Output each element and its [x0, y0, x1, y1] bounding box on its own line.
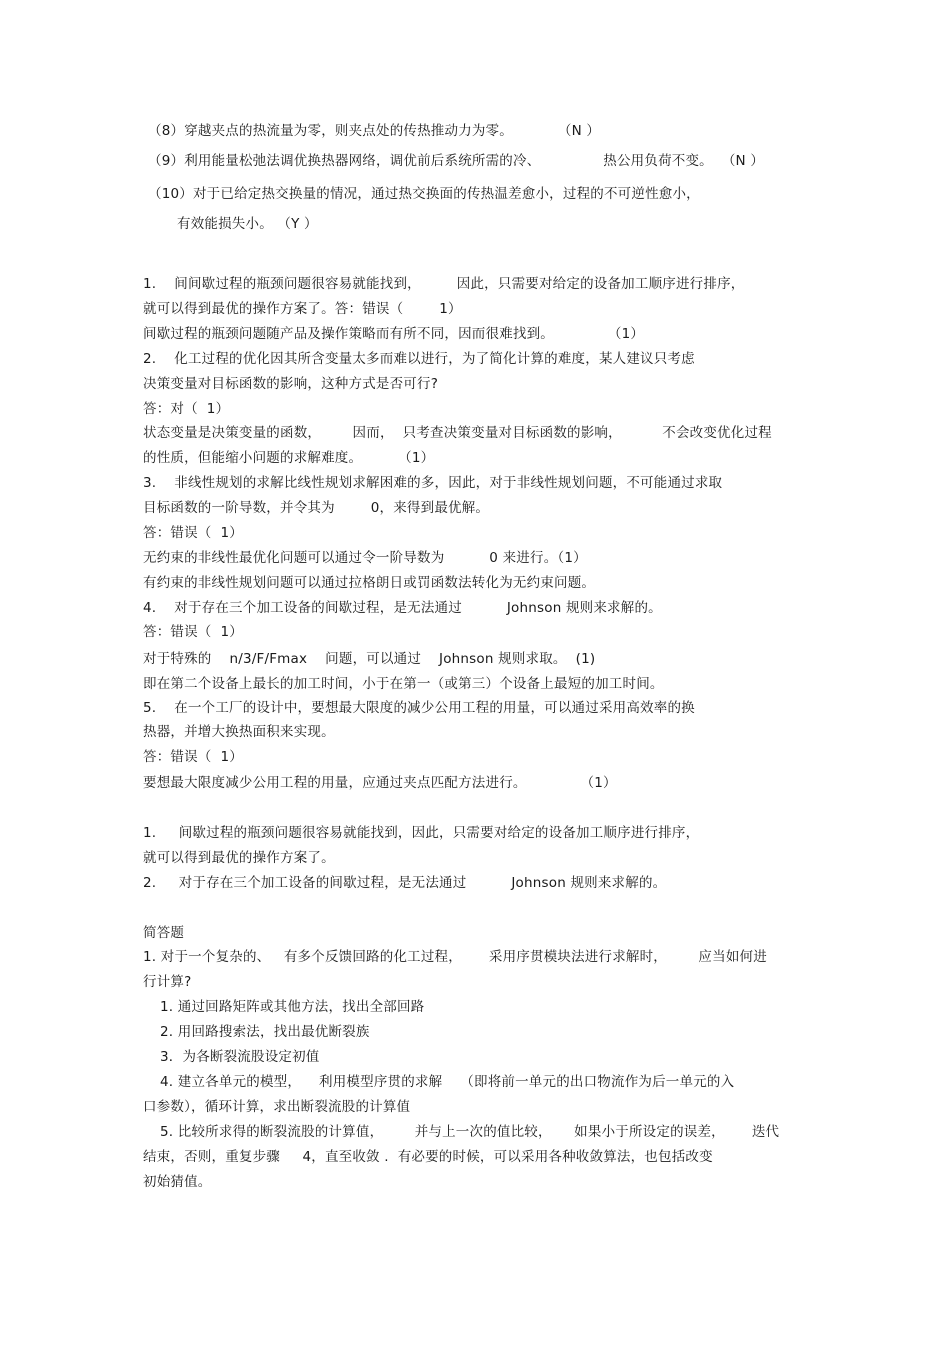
text-line: 答：对（ 1）	[143, 401, 230, 417]
text-line: 决策变量对目标函数的影响，这种方式是否可行?	[143, 376, 439, 392]
text-line: 4. 对于存在三个加工设备的间歇过程，是无法通过 Johnson 规则来求解的。	[143, 600, 662, 616]
list-item: 3．为各断裂流股设定初值	[160, 1049, 320, 1065]
section-heading: 简答题	[143, 925, 185, 941]
text-line: 就可以得到最优的操作方案了。	[143, 850, 335, 866]
list-item: 4. 建立各单元的模型， 利用模型序贯的求解 （即将前一单元的出口物流作为后一单元的入	[160, 1074, 735, 1090]
text-line: 对于特殊的 n/3/F/Fmax 问题，可以通过 Johnson 规则求取。 (1)	[143, 651, 596, 667]
text-line: 答：错误（ 1）	[143, 525, 243, 541]
text-line: 目标函数的一阶导数，并令其为 0，来得到最优解。	[143, 500, 490, 516]
text-line: 2. 对于存在三个加工设备的间歇过程，是无法通过 Johnson 规则来求解的。	[143, 875, 667, 891]
text-line: 即在第二个设备上最长的加工时间，小于在第一（或第三）个设备上最短的加工时间。	[143, 676, 664, 692]
text-line: （10）对于已给定热交换量的情况，通过热交换面的传热温差愈小，过程的不可逆性愈小，	[148, 186, 700, 202]
text-line: 有效能损失小。 （Y ）	[177, 216, 318, 232]
list-item: 2. 用回路搜索法，找出最优断裂族	[160, 1024, 370, 1040]
text-line: 间歇过程的瓶颈问题随产品及操作策略而有所不同，因而很难找到。 （1）	[143, 326, 645, 342]
text-line: 2. 化工过程的优化因其所含变量太多而难以进行，为了简化计算的难度，某人建议只考虑	[143, 351, 695, 367]
text-line: 行计算?	[143, 974, 192, 990]
text-line: 要想最大限度减少公用工程的用量，应通过夹点匹配方法进行。 （1）	[143, 775, 617, 791]
text-line: 1. 间歇过程的瓶颈问题很容易就能找到，因此，只需要对给定的设备加工顺序进行排序，	[143, 825, 700, 841]
text-line: 1. 间间歇过程的瓶颈问题很容易就能找到， 因此，只需要对给定的设备加工顺序进行排序，	[143, 276, 745, 292]
text-line: 无约束的非线性最优化问题可以通过令一阶导数为 0 来进行。（1）	[143, 550, 587, 566]
text-line: 结束，否则，重复步骤 4，直至收敛 . 有必要的时候，可以采用各种收敛算法，也包括改变	[143, 1149, 713, 1165]
text-line: 3. 非线性规划的求解比线性规划求解困难的多，因此，对于非线性规划问题，不可能通过求取	[143, 475, 723, 491]
text-line: 就可以得到最优的操作方案了。答：错误（ 1）	[143, 301, 462, 317]
text-line: 热器，并增大换热面积来实现。	[143, 724, 335, 740]
text-line: 有约束的非线性规划问题可以通过拉格朗日或罚函数法转化为无约束问题。	[143, 575, 596, 591]
text-line: 答：错误（ 1）	[143, 749, 243, 765]
text-line: （8）穿越夹点的热流量为零，则夹点处的传热推动力为零。 （N ）	[148, 123, 601, 139]
text-line: 1. 对于一个复杂的、 有多个反馈回路的化工过程， 采用序贯模块法进行求解时， 应当如何进	[143, 949, 767, 965]
text-line: 的性质，但能缩小问题的求解难度。 （1）	[143, 450, 435, 466]
text-line: 初始猜值。	[143, 1174, 212, 1190]
text-line: 答：错误（ 1）	[143, 624, 243, 640]
list-item: 1. 通过回路矩阵或其他方法，找出全部回路	[160, 999, 425, 1015]
list-item: 5. 比较所求得的断裂流股的计算值， 并与上一次的值比较， 如果小于所设定的误差， 迭代	[160, 1124, 780, 1140]
text-line: 口参数），循环计算，求出断裂流股的计算值	[143, 1099, 411, 1115]
text-line: 状态变量是决策变量的函数， 因而， 只考查决策变量对目标函数的影响， 不会改变优化过程	[143, 425, 772, 441]
text-line: （9）利用能量松弛法调优换热器网络，调优前后系统所需的冷、 热公用负荷不变。 （N ）	[148, 153, 765, 169]
text-line: 5. 在一个工厂的设计中，要想最大限度的减少公用工程的用量，可以通过采用高效率的换	[143, 700, 695, 716]
